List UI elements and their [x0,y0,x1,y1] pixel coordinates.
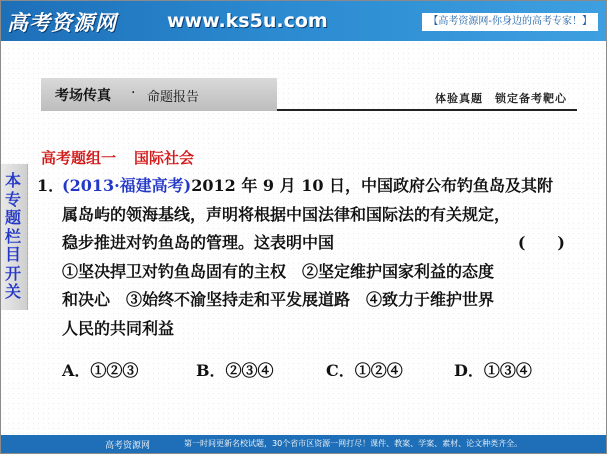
answer-blank: ( ) [517,233,565,252]
topic-heading [41,147,194,168]
site-footer [1,435,606,453]
site-logo[interactable]: 高考资源网 [7,10,117,35]
topic-name: 国际社会 [134,149,195,167]
section-tagline: 体验真题 锁定备考靶心 [435,92,567,105]
question-text-5: 和决心 ③始终不渝坚持走和平发展道路 ④致力于维护世界 [62,290,495,309]
question-line-3 [37,229,587,258]
footer-brand[interactable]: 高考资源网 [105,441,151,451]
question-text-2: 属岛屿的领海基线，声明将根据中国法律和国际法的有关规定， [62,204,511,224]
question-text-3: 稳步推进对钓鱼岛的管理。这表明中国 [62,233,335,252]
question-1 [37,172,587,343]
question-number: 1． [37,176,65,195]
question-text-4: ①坚决捍卫对钓鱼岛固有的主权 ②坚定维护国家利益的态度 [62,261,495,281]
section-separator: · [131,85,136,101]
column-toggle-label: 本专题栏目开关 [5,171,22,301]
header-rule [277,109,577,111]
section-subtitle: 命题报告 [147,90,200,105]
section-title: 考场传真 [55,88,111,104]
column-toggle-button[interactable] [1,164,28,310]
question-source: (2013·福建高考) [62,176,192,195]
option-d[interactable]: D．①③④ [454,361,532,380]
site-banner [1,1,606,41]
question-line-1 [37,172,587,201]
option-c[interactable]: C．①②④ [326,361,403,380]
site-url[interactable]: www.ks5u.com [167,10,328,32]
option-b[interactable]: B．②③④ [196,361,274,380]
option-a[interactable]: A．①②③ [62,361,139,380]
question-text-6: 人民的共同利益 [62,318,175,338]
topic-group: 高考题组一 [41,149,117,167]
site-slogan: 【高考资源网-你身边的高考专家！】 [422,13,598,31]
section-header [41,78,581,111]
question-text-1: 2012 年 9 月 10 日，中国政府公布钓鱼岛及其附 [191,176,554,195]
footer-note: 第一时间更新名校试题，30个省市区资源一网打尽！课件、教案、学案、素材、论文种类齐全。 [184,439,523,448]
